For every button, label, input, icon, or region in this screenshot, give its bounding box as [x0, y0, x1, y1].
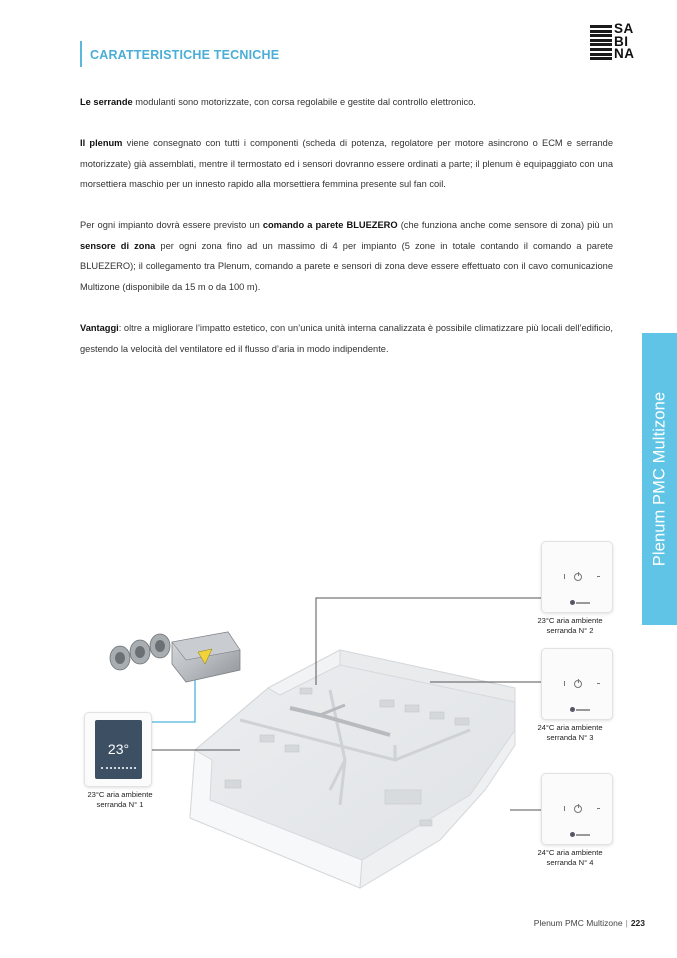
side-tab	[642, 333, 677, 625]
caption-zone-3-line1: 24°C aria ambiente	[537, 723, 603, 732]
zone-sensor-2	[541, 541, 613, 613]
caption-zone-4	[510, 848, 630, 868]
section-title: CARATTERISTICHE TECNICHE	[90, 48, 280, 62]
paragraph-impianto-text-b: (che funziona anche come sensore di zona) più un	[397, 220, 613, 230]
logo-line-3: NA	[614, 46, 635, 61]
paragraph-vantaggi-text: : oltre a migliorare l’impatto estetico, con un’unica unità interna canalizzata è possibile climatizzare più locali dell’edificio, gestendo la velocità del ventilatore ed il flusso d’aria in modo indipendente.	[80, 323, 613, 354]
paragraph-serrande-bold: Le serrande	[80, 97, 133, 107]
paragraph-plenum-bold: Il plenum	[80, 138, 123, 148]
caption-zone-2	[510, 616, 630, 636]
caption-zone-3	[510, 723, 630, 743]
paragraph-plenum	[80, 133, 613, 195]
plenum-unit	[110, 632, 240, 682]
building-floorplan	[190, 650, 515, 888]
caption-zone-3-line2: serranda N° 3	[546, 733, 594, 742]
paragraph-vantaggi	[80, 318, 613, 359]
thermostat-screen	[95, 720, 142, 779]
caption-zone-4-line1: 24°C aria ambiente	[537, 848, 603, 857]
page-number: 223	[630, 918, 645, 928]
connector-zone-2	[316, 598, 541, 685]
brand-logo	[590, 21, 648, 61]
footer-label: Plenum PMC Multizone	[533, 918, 623, 928]
logo-line-1: SA	[614, 21, 634, 36]
paragraph-vantaggi-bold: Vantaggi	[80, 323, 119, 333]
side-tab-label: Plenum PMC Multizone	[650, 391, 668, 567]
paragraph-impianto-bold-a: comando a parete BLUEZERO	[262, 220, 398, 230]
caption-zone-1	[60, 790, 180, 810]
connector-plenum	[150, 680, 195, 722]
paragraph-serrande-text: modulanti sono motorizzate, con corsa regolabile e gestite dal controllo elettronico.	[132, 97, 476, 107]
caption-zone-2-line2: serranda N° 2	[546, 626, 594, 635]
logo-stripes	[590, 25, 612, 61]
paragraph-impianto-text-a: Per ogni impianto dovrà essere previsto un	[80, 220, 263, 230]
paragraph-impianto-bold-b: sensore di zona	[80, 240, 156, 251]
paragraph-impianto	[80, 215, 613, 297]
page-footer	[500, 918, 645, 928]
thermostat-status-icons	[101, 767, 136, 770]
logo-line-2: BI	[614, 33, 629, 49]
paragraph-impianto-text-c: per ogni zona fino ad un massimo di 4 per impianto (5 zone in totale contando il comando a parete BLUEZERO); il collegamento tra Plenum, comando a parete e sensori di zona deve essere effettuato con il cavo comunicazione Multizone (disponibile da 15 m o da 100 m).	[80, 240, 614, 292]
paragraph-plenum-text: viene consegnato con tutti i componenti (scheda di potenza, regolatore per motore asincrono o ECM e serrande motorizzate) già assemblati, mentre il termostato ed i sensori dovranno essere ordinati a parte; il plenum è equipaggiato con una morsettiera maschio per un innesto rapido alla morsettiera femmina presente sul fan coil.	[80, 138, 613, 189]
zone-sensor-4	[541, 773, 613, 845]
caption-zone-2-line1: 23°C aria ambiente	[537, 616, 603, 625]
caption-zone-1-line1: 23°C aria ambiente	[87, 790, 153, 799]
bluezero-thermostat	[84, 712, 152, 787]
caption-zone-1-line2: serranda N° 1	[96, 800, 144, 809]
header-accent-bar	[80, 41, 82, 67]
footer-separator: |	[625, 918, 628, 928]
zone-sensor-3	[541, 648, 613, 720]
thermostat-temperature: 23°	[107, 741, 130, 757]
paragraph-serrande	[80, 92, 613, 113]
caption-zone-4-line2: serranda N° 4	[546, 858, 594, 867]
